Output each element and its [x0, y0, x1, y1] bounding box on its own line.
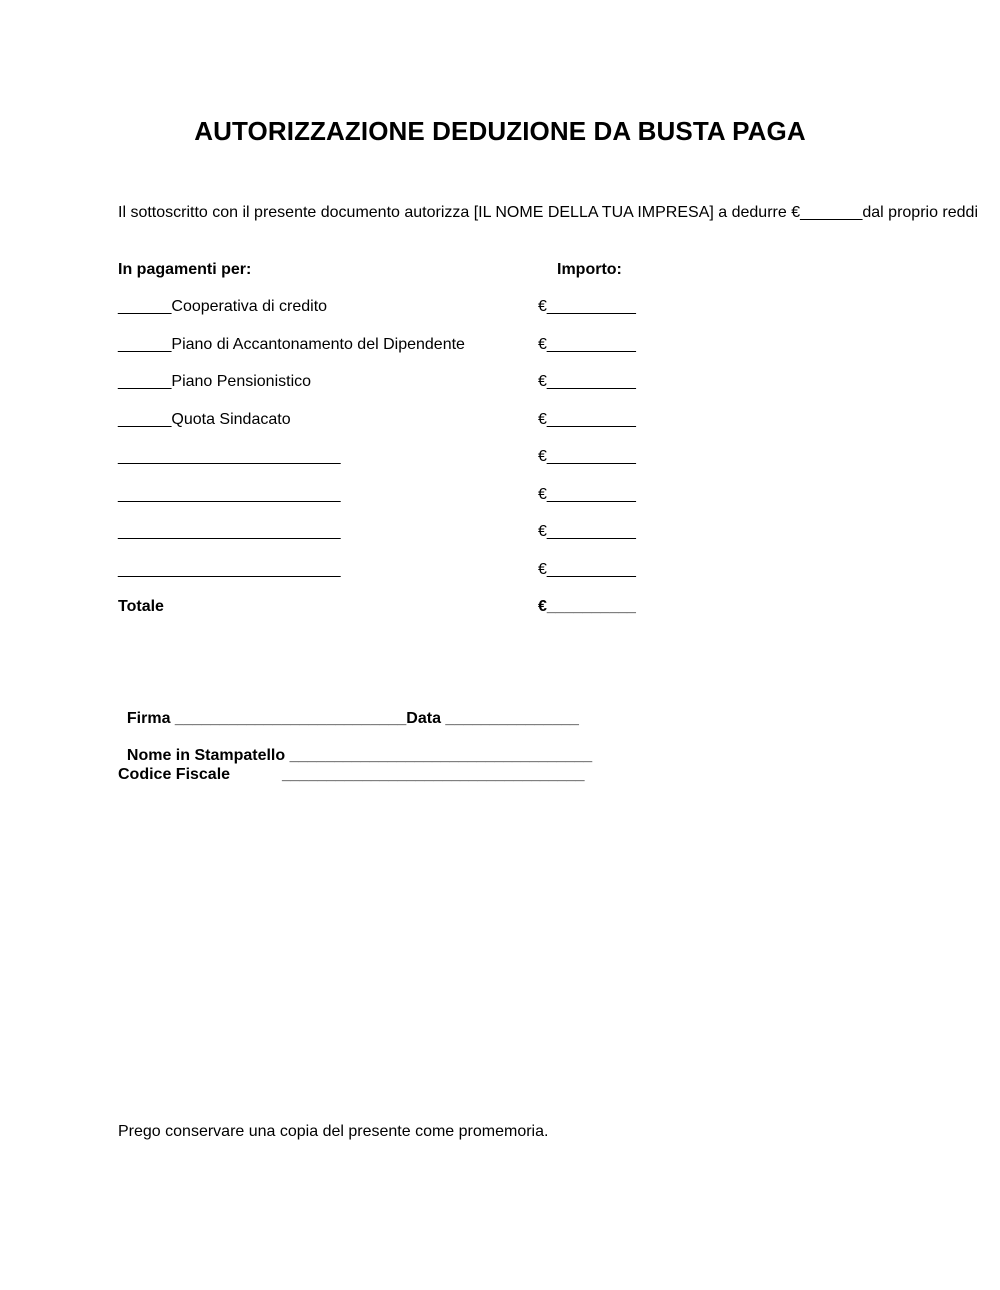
item-amount: €__________ [538, 373, 636, 390]
payments-header: In pagamenti per: [118, 261, 252, 278]
item-label: _________________________ [118, 561, 341, 578]
item-label: ______Piano Pensionistico [118, 373, 312, 390]
total-label: Totale [118, 598, 164, 615]
item-amount: €__________ [538, 411, 636, 428]
amount-header: Importo: [557, 261, 622, 278]
item-label: _________________________ [118, 448, 341, 465]
print-name-row [118, 729, 592, 765]
item-amount: €__________ [538, 448, 636, 465]
item-label: _________________________ [118, 523, 341, 540]
firma-line: __________________________ [174, 710, 407, 727]
item-amount: €__________ [538, 561, 636, 578]
data-line: _______________ [445, 710, 579, 727]
nome-line: __________________________________ [289, 747, 593, 764]
intro-paragraph: Il sottoscritto con il presente documento autorizza [IL NOME DELLA TUA IMPRESA] a dedurre €_______dal proprio reddi [118, 204, 979, 221]
item-amount: €__________ [538, 486, 636, 503]
nome-label: Nome in Stampatello [126, 747, 286, 764]
data-label: Data [406, 710, 441, 727]
item-label: ______Piano di Accantonamento del Dipendente [118, 336, 465, 353]
item-label: ______Quota Sindacato [118, 411, 291, 428]
document-title: AUTORIZZAZIONE DEDUZIONE DA BUSTA PAGA [194, 116, 806, 146]
firma-label: Firma [126, 710, 171, 727]
item-label: ______Cooperativa di credito [118, 298, 328, 315]
codice-fiscale-line: __________________________________ [282, 766, 585, 783]
total-amount: €__________ [538, 598, 636, 615]
codice-fiscale-label: Codice Fiscale [118, 766, 231, 783]
item-amount: €__________ [538, 298, 636, 315]
item-amount: €__________ [538, 336, 636, 353]
item-amount: €__________ [538, 523, 636, 540]
footer-note: Prego conservare una copia del presente come promemoria. [118, 1123, 549, 1140]
signature-row [118, 692, 579, 728]
item-label: _________________________ [118, 486, 341, 503]
